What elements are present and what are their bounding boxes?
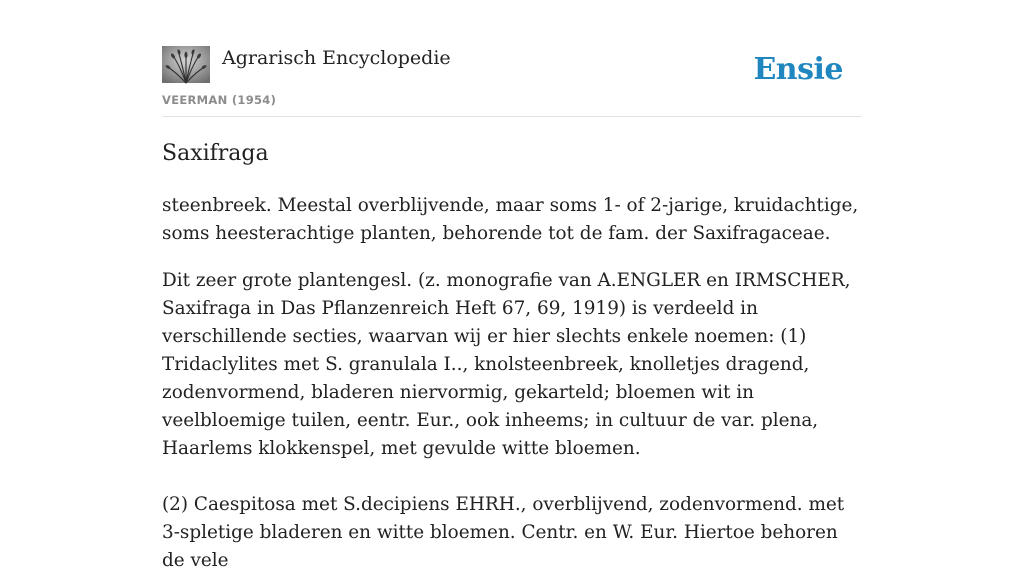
publication-title[interactable]: Agrarisch Encyclopedie: [222, 47, 451, 69]
publication-header: [162, 46, 862, 117]
article-paragraph: Dit zeer grote plantengesl. (z. monografie van A.ENGLER en IRMSCHER, Saxifraga in Das Pflanzenreich Heft 67, 69, 1919) is verdeeld in verschillende secties, waarvan wij er hier slechts enkele noemen: (1) Tridaclylites met S. granulala I.., knolsteenbreek, knolletjes dragend, zodenvormend, bladeren niervormig, gekarteld; bloemen wit in veelbloemige tuilen, eentr. Eur., ook inheems; in cultuur de var. plena, Haarlems klokkenspel, met gevulde witte bloemen.: [162, 270, 851, 459]
publication-subtitle: VEERMAN (1954): [162, 93, 277, 107]
article-paragraph: steenbreek. Meestal overblijvende, maar soms 1- of 2-jarige, kruidachtige, soms heesterachtige planten, behorende tot de fam. der Saxifragaceae.: [162, 195, 859, 244]
article-title: Saxifraga: [162, 141, 269, 166]
ensie-brand-link[interactable]: Ensie: [753, 52, 843, 87]
article-paragraph: (2) Caespitosa met S.decipiens EHRH., overblijvend, zodenvormend. met 3-spletige bladeren en witte bloemen. Centr. en W. Eur. Hiertoe behoren de vele: [162, 494, 845, 571]
wheat-logo-icon[interactable]: [162, 46, 210, 83]
article: [162, 138, 864, 575]
